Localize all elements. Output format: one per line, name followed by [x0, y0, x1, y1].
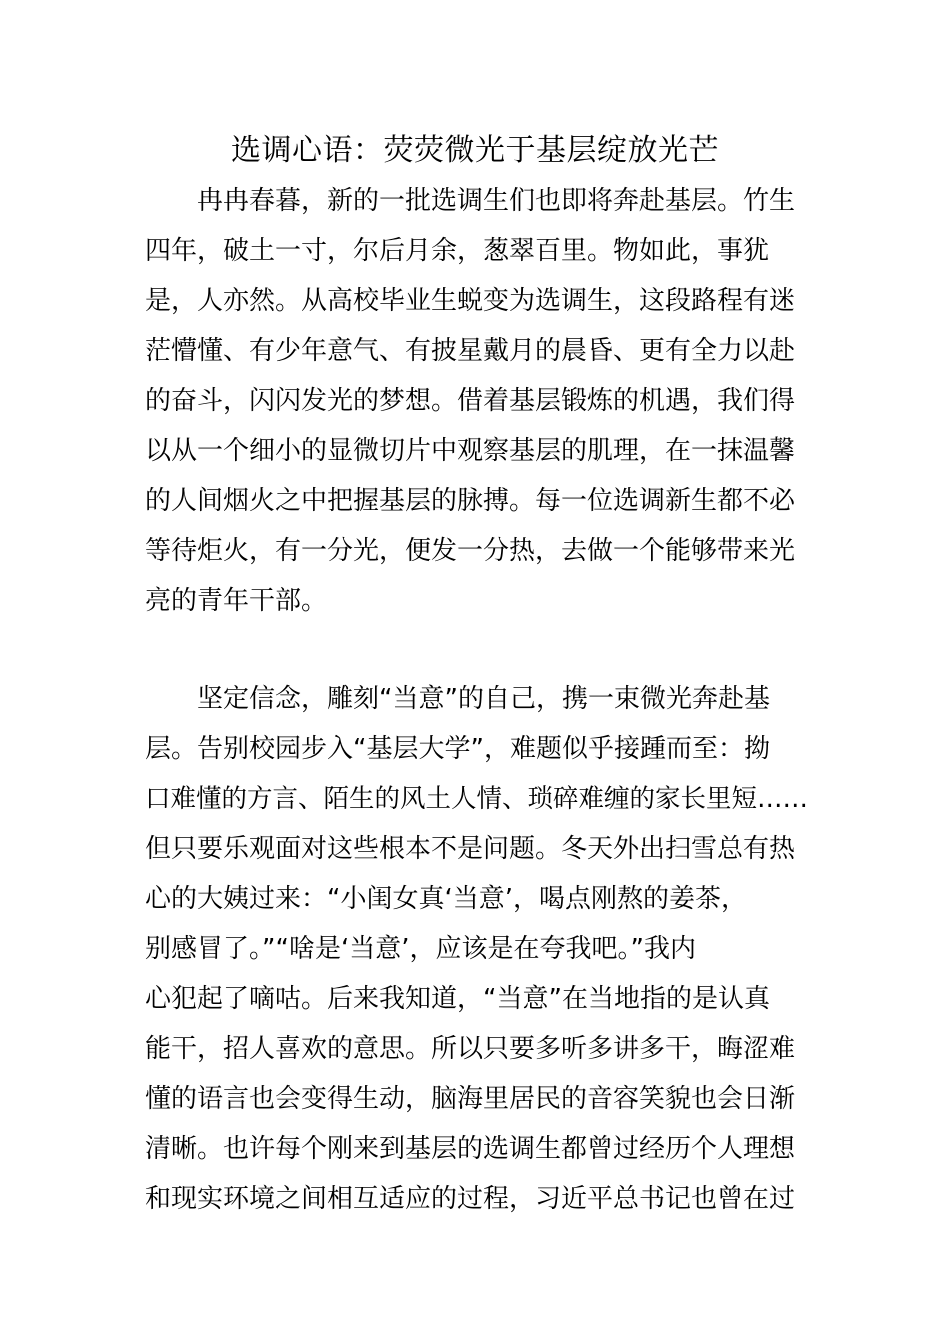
- paragraph-2-line: 坚定信念，雕刻“当意”的自己，携一束微光奔赴基: [197, 684, 770, 714]
- paragraph-1-line: 亮的青年干部。: [145, 586, 328, 616]
- paragraph-2-line: 心犯起了嘀咕。后来我知道，“当意”在当地指的是认真: [145, 984, 770, 1014]
- paragraph-2-line: 口难懂的方言、陌生的风土人情、琐碎难缠的家长里短……: [145, 784, 809, 814]
- paragraph-2-line: 层。告别校园步入“基层大学”，难题似乎接踵而至：拗: [145, 734, 770, 764]
- paragraph-2-line: 和现实环境之间相互适应的过程，习近平总书记也曾在过: [145, 1184, 796, 1214]
- paragraph-2-line: 清晰。也许每个刚来到基层的选调生都曾过经历个人理想: [145, 1134, 796, 1164]
- paragraph-1-line: 四年，破土一寸，尔后月余，葱翠百里。物如此，事犹: [145, 236, 770, 266]
- paragraph-2-line: 心的大姨过来：“小闺女真‘当意’，喝点刚熬的姜茶，: [145, 884, 747, 914]
- paragraph-1-line: 的人间烟火之中把握基层的脉搏。每一位选调新生都不必: [145, 486, 796, 516]
- document-title: 选调心语：荧荧微光于基层绽放光芒: [231, 133, 719, 168]
- paragraph-1-line: 冉冉春暮，新的一批选调生们也即将奔赴基层。竹生: [197, 186, 796, 216]
- paragraph-2-line: 但只要乐观面对这些根本不是问题。冬天外出扫雪总有热: [145, 834, 796, 864]
- paragraph-1-line: 以从一个细小的显微切片中观察基层的肌理，在一抹温馨: [145, 436, 796, 466]
- paragraph-2-line: 能干，招人喜欢的意思。所以只要多听多讲多干，晦涩难: [145, 1034, 796, 1064]
- paragraph-1-line: 茫懵懂、有少年意气、有披星戴月的晨昏、更有全力以赴: [145, 336, 796, 366]
- paragraph-1-line: 的奋斗，闪闪发光的梦想。借着基层锻炼的机遇，我们得: [145, 386, 796, 416]
- paragraph-1-line: 等待炬火，有一分光，便发一分热，去做一个能够带来光: [145, 536, 796, 566]
- paragraph-1-line: 是，人亦然。从高校毕业生蜕变为选调生，这段路程有迷: [145, 286, 796, 316]
- paragraph-2-line: 懂的语言也会变得生动，脑海里居民的音容笑貌也会日渐: [145, 1084, 796, 1114]
- paragraph-2-line: 别感冒了。”“啥是‘当意’，应该是在夸我吧。”我内: [145, 934, 696, 964]
